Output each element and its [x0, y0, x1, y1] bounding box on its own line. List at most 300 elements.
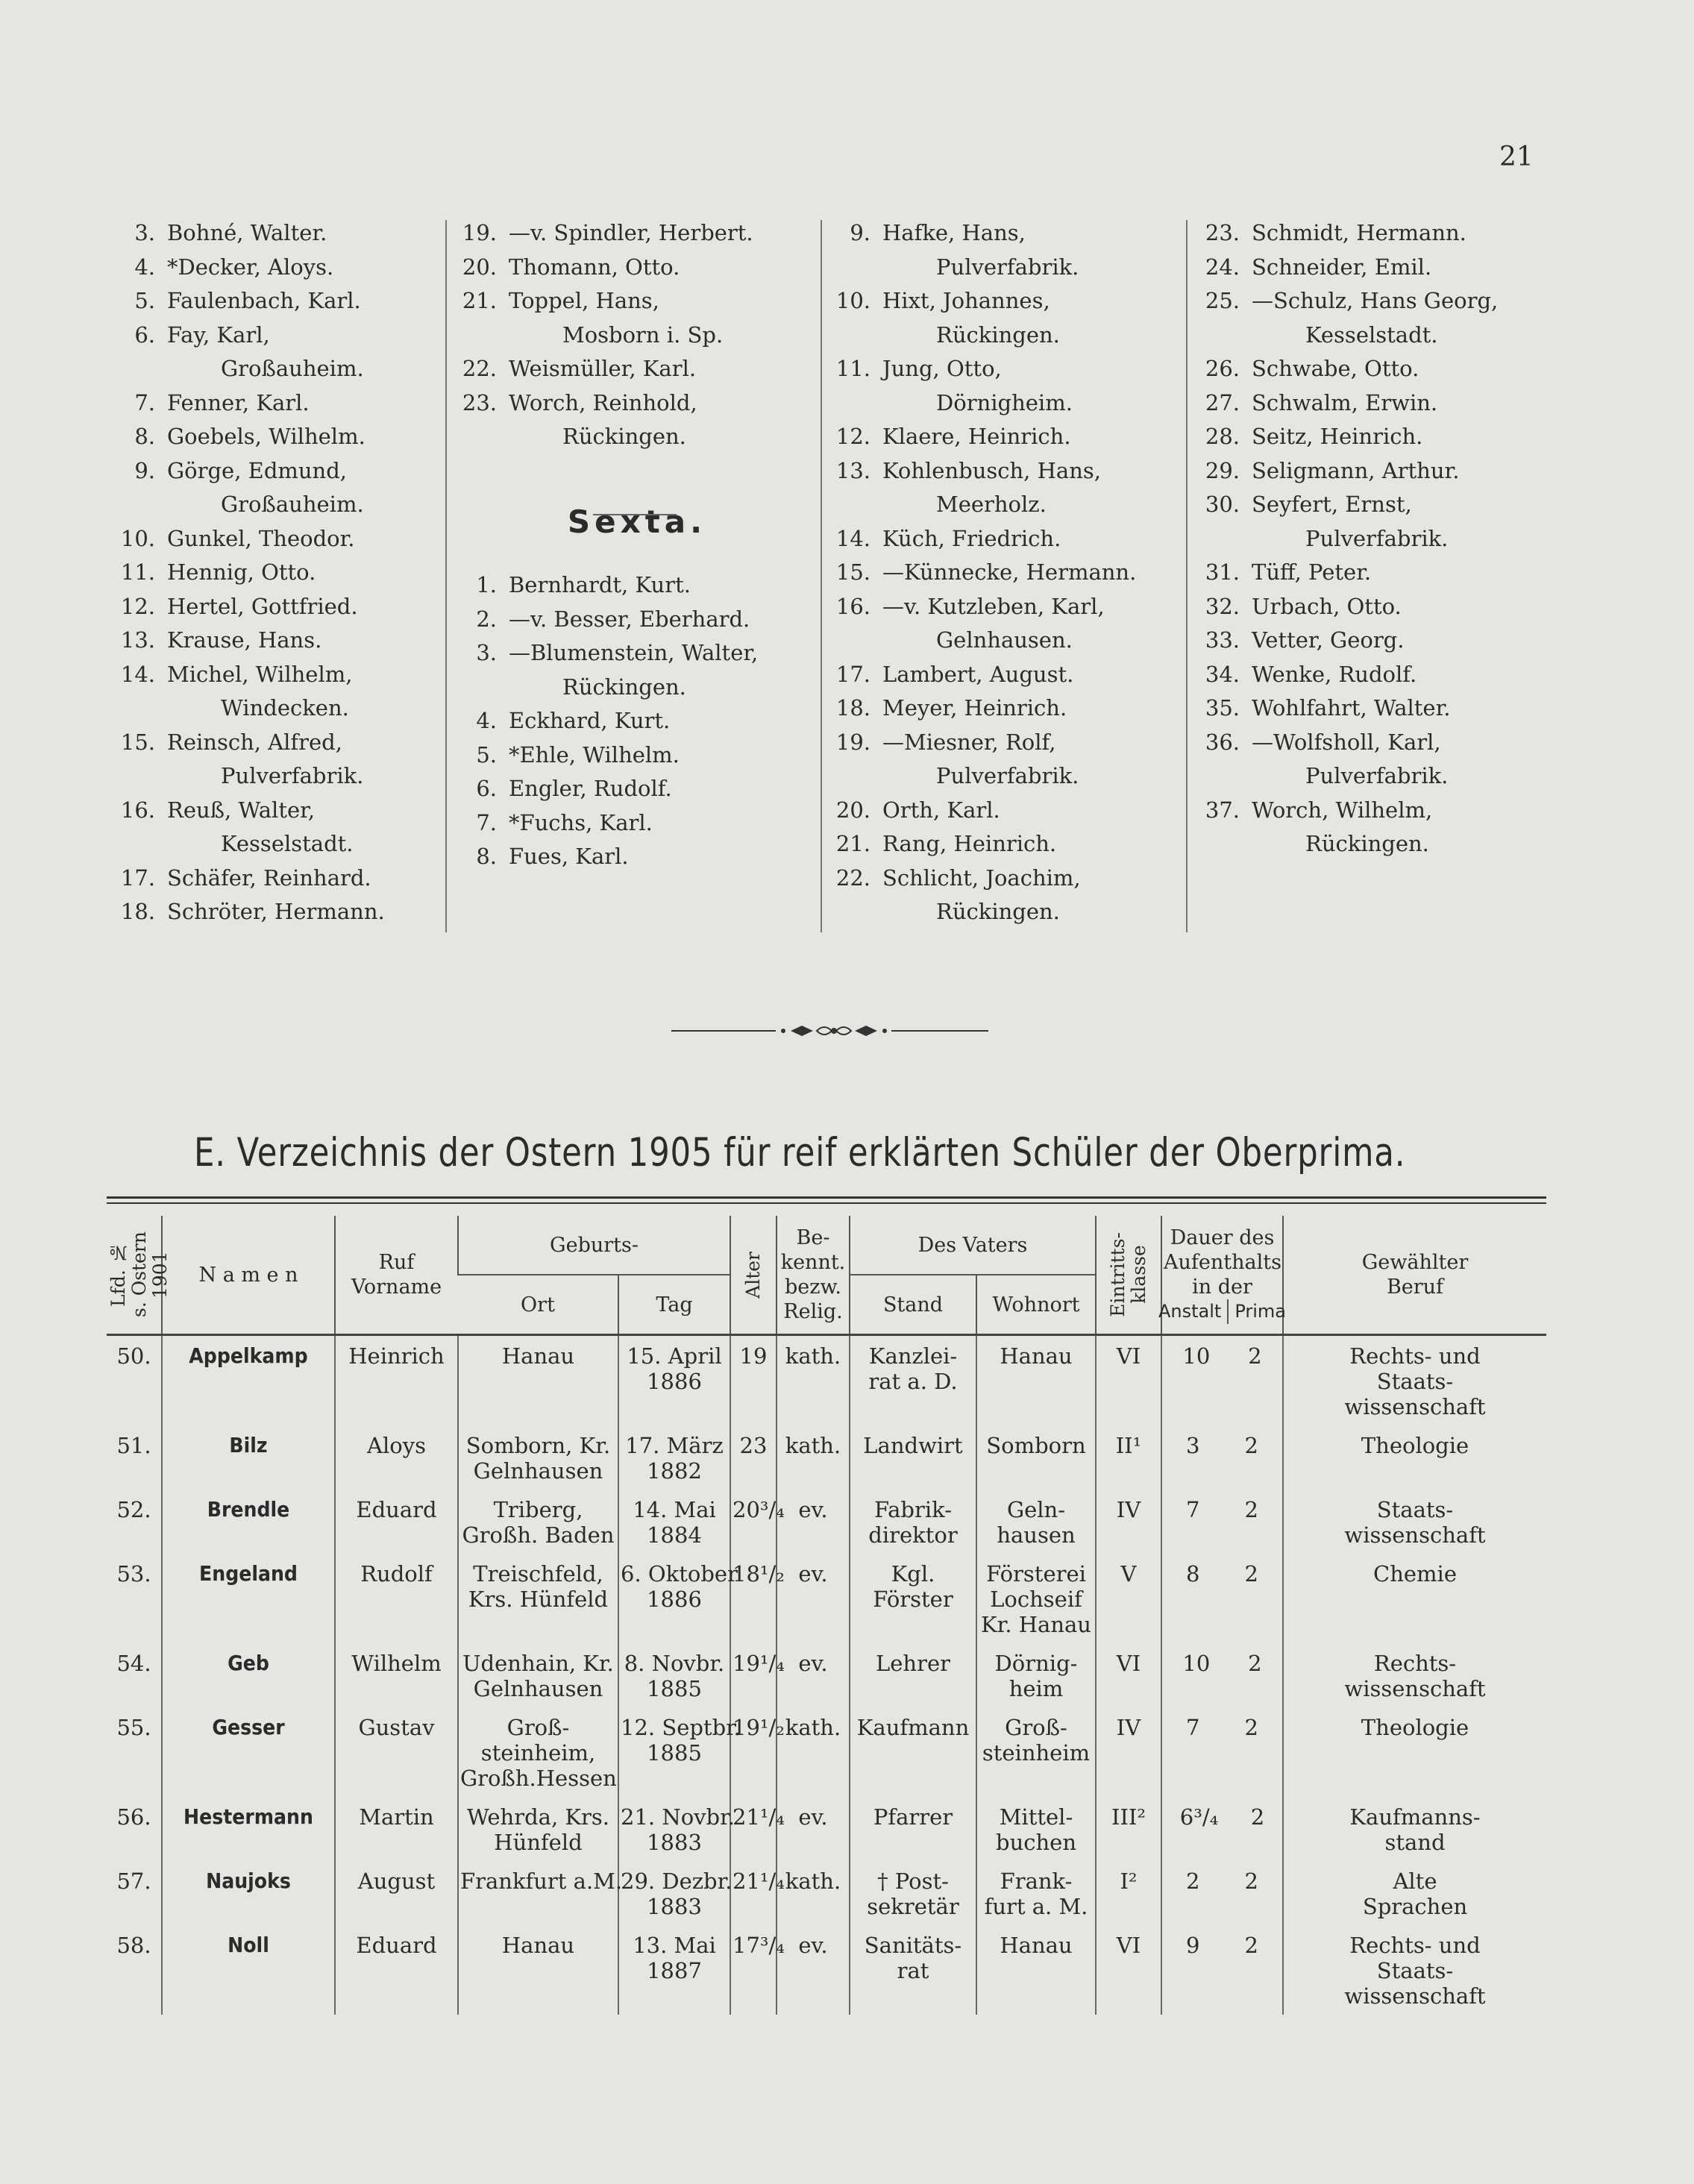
father-occupation [850, 1861, 976, 1925]
list-entry [109, 522, 385, 556]
birth-date [618, 1797, 735, 1861]
entry-number: 27. [1205, 389, 1240, 415]
first-name: Aloys [335, 1425, 458, 1490]
list-entry [451, 636, 794, 671]
father-occupation-line: Kanzlei- [868, 1343, 958, 1369]
entry-name: —v. Kutzleben, Karl, [882, 593, 1105, 619]
entry-name: —Schulz, Hans Georg, [1252, 288, 1499, 313]
entry-number: 32. [1205, 593, 1240, 619]
student-name: Engeland [171, 1554, 327, 1643]
header-wohnort: Wohnort [976, 1275, 1096, 1335]
father-residence-line: Frank- [1000, 1868, 1073, 1894]
header-beruf: Gewählter Beruf [1283, 1216, 1546, 1335]
years-anstalt: 7 [1186, 1497, 1200, 1522]
entry-number: 3. [134, 220, 155, 245]
first-name: Wilhelm [335, 1643, 458, 1707]
father-residence-line: furt a. M. [984, 1894, 1088, 1919]
entry-name: Faulenbach, Karl. [167, 288, 361, 313]
entry-place: Rückingen. [936, 899, 1060, 924]
entry-number: 12. [835, 424, 870, 449]
entry-class: VI [1096, 1925, 1161, 2015]
birth-place-line: Groß- [506, 1715, 570, 1740]
birth-date-line: 13. Mai [633, 1933, 716, 1958]
row-number: 53. [116, 1561, 151, 1587]
entry-name: Meyer, Heinrich. [882, 695, 1067, 721]
header-namen: N a m e n [162, 1216, 335, 1335]
list-entry [824, 827, 1136, 862]
chosen-profession-line: Rechts- und [1349, 1343, 1481, 1369]
entry-name: —v. Besser, Eberhard. [509, 606, 750, 632]
entry-place: Windecken. [221, 695, 349, 721]
father-residence-line: Lochseif [990, 1587, 1082, 1612]
father-residence-line: steinheim [982, 1740, 1091, 1766]
first-name: Martin [335, 1797, 458, 1861]
duration [1161, 1861, 1283, 1925]
years-anstalt: 7 [1186, 1715, 1200, 1740]
entry-name: Schwabe, Otto. [1252, 356, 1419, 381]
father-occupation [850, 1425, 976, 1490]
list-entry [824, 352, 1136, 386]
chosen-profession-line: Staats- [1376, 1958, 1454, 1983]
entry-number: 34. [1205, 661, 1240, 687]
entry-number: 16. [835, 593, 870, 619]
entry-number: 4. [134, 254, 155, 280]
entry-name: *Decker, Aloys. [167, 254, 334, 280]
father-occupation-line: sekretär [867, 1894, 959, 1919]
birth-date [618, 1554, 738, 1643]
entry-name: Hixt, Johannes, [882, 288, 1050, 313]
age: 17³/₄ [730, 1925, 777, 2015]
entry-number: 31. [1205, 559, 1240, 585]
entry-number: 6. [476, 776, 497, 801]
entry-number: 18. [120, 899, 155, 924]
father-occupation-line: Pfarrer [873, 1804, 953, 1830]
years-prima: 2 [1248, 1343, 1262, 1369]
sexta-heading: Sexta. [567, 503, 707, 540]
entry-name: Seligmann, Arthur. [1252, 457, 1460, 483]
header-rufname: Ruf Vorname [335, 1216, 458, 1335]
father-residence-line: Kr. Hanau [980, 1612, 1091, 1637]
birth-place [458, 1643, 618, 1707]
father-residence-line: hausen [997, 1522, 1076, 1548]
entry-number: 22. [462, 356, 497, 381]
header-geburts: Geburts- [458, 1216, 730, 1275]
birth-place-line: Wehrda, Krs. [466, 1804, 610, 1830]
entry-place: Rückingen. [562, 674, 686, 700]
father-occupation-line: Fabrik- [873, 1497, 952, 1522]
chosen-profession [1283, 1861, 1546, 1925]
entry-number: 36. [1205, 729, 1240, 755]
entry-number: 25. [1205, 288, 1240, 313]
birth-date [618, 1425, 730, 1490]
chosen-profession-line: wissenschaft [1344, 1983, 1486, 2009]
entry-name: Schneider, Emil. [1252, 254, 1432, 280]
list-column-2 [451, 216, 794, 874]
chosen-profession-line: Theologie [1361, 1715, 1469, 1740]
entry-number: 7. [134, 389, 155, 415]
entry-number: 30. [1205, 492, 1240, 517]
row-number: 58. [116, 1933, 151, 1958]
father-occupation [850, 1925, 976, 2015]
birth-place-line: Großh.Hessen [460, 1766, 617, 1791]
entry-number: 11. [835, 356, 870, 381]
chosen-profession-line: Chemie [1373, 1561, 1457, 1587]
entry-name: Tüff, Peter. [1252, 559, 1372, 585]
entry-name: Fues, Karl. [509, 844, 629, 869]
religion: ev. [777, 1490, 850, 1554]
birth-place-line: steinheim, [480, 1740, 596, 1766]
list-entry [824, 862, 1136, 896]
first-name: Heinrich [335, 1335, 458, 1426]
table-row [107, 1707, 1546, 1797]
birth-date [618, 1707, 741, 1797]
entry-name: Seyfert, Ernst, [1252, 492, 1412, 517]
entry-name: Krause, Hans. [167, 627, 322, 653]
list-entry [451, 772, 794, 806]
birth-date-line: 1887 [647, 1958, 702, 1983]
list-entry [1193, 590, 1498, 624]
entry-name: Rang, Heinrich. [882, 831, 1057, 856]
chosen-profession [1283, 1425, 1546, 1490]
entry-place: Rückingen. [936, 321, 1060, 348]
age: 23 [730, 1425, 777, 1490]
years-prima: 2 [1244, 1933, 1258, 1958]
years-prima: 2 [1244, 1868, 1258, 1894]
entry-number: 8. [134, 424, 155, 449]
entry-name: Kohlenbusch, Hans, [882, 457, 1101, 483]
birth-place [458, 1335, 618, 1426]
list-entry [1193, 726, 1498, 760]
years-anstalt: 3 [1186, 1433, 1200, 1458]
list-entry [451, 386, 794, 421]
chosen-profession [1283, 1797, 1546, 1861]
entry-name: Goebels, Wilhelm. [167, 424, 366, 449]
entry-number: 15. [120, 729, 155, 755]
birth-date-line: 6. Oktober [621, 1561, 738, 1587]
first-name: August [335, 1861, 458, 1925]
list-entry [1193, 658, 1498, 692]
list-column-1 [109, 216, 385, 929]
entry-number: 15. [835, 559, 870, 585]
duration [1161, 1643, 1283, 1707]
entry-class: IV [1096, 1490, 1161, 1554]
birth-date-line: 1886 [647, 1369, 702, 1394]
duration [1161, 1797, 1283, 1861]
birth-date-line: 17. März [625, 1433, 724, 1458]
entry-name: Reuß, Walter, [167, 797, 316, 823]
birth-place [458, 1554, 618, 1643]
birth-date [618, 1925, 730, 2015]
entry-place: Pulverfabrik. [221, 763, 364, 788]
ornament-divider [671, 1022, 988, 1040]
table-row [107, 1643, 1546, 1707]
list-entry [824, 284, 1136, 318]
entry-name: —v. Spindler, Herbert. [509, 220, 753, 245]
entry-name: Küch, Friedrich. [882, 525, 1061, 551]
list-entry [1193, 352, 1498, 386]
student-name: Brendle [171, 1490, 327, 1554]
entry-number: 2. [476, 606, 497, 632]
header-religion: Be- kennt. bezw. Relig. [777, 1216, 850, 1335]
age: 19¹/₄ [730, 1643, 777, 1707]
birth-place [458, 1425, 618, 1490]
entry-number: 13. [120, 627, 155, 653]
list-entry [109, 454, 385, 489]
list-entry [1193, 216, 1498, 251]
father-residence-line: heim [1008, 1676, 1064, 1701]
years-anstalt: 10 [1182, 1343, 1211, 1369]
entry-name: Hennig, Otto. [167, 559, 316, 585]
first-name: Rudolf [335, 1554, 458, 1643]
father-occupation-line: Förster [873, 1587, 953, 1612]
list-entry [824, 216, 1136, 251]
religion: kath. [777, 1425, 850, 1490]
first-name: Eduard [335, 1925, 458, 2015]
table-row [107, 1797, 1546, 1861]
entry-name: Michel, Wilhelm, [167, 661, 353, 687]
entry-name: Vetter, Georg. [1252, 627, 1405, 653]
age: 19 [730, 1335, 777, 1426]
entry-place: Großauheim. [221, 492, 364, 517]
entry-number: 20. [462, 254, 497, 280]
chosen-profession-line: Staats- [1376, 1369, 1454, 1394]
birth-place-line: Somborn, Kr. [465, 1433, 611, 1458]
years-prima: 2 [1244, 1497, 1258, 1522]
birth-place [458, 1490, 618, 1554]
list-entry [109, 284, 385, 318]
entry-number: 23. [462, 389, 497, 415]
column-divider [445, 220, 447, 932]
entry-place: Kesselstadt. [221, 831, 354, 856]
header-dauer: Dauer des Aufenthalts in der Anstalt Prima [1161, 1216, 1283, 1335]
table-row [107, 1554, 1546, 1643]
entry-name: Thomann, Otto. [509, 254, 680, 280]
chosen-profession-line: Staats- [1376, 1497, 1454, 1522]
entry-name: Wohlfahrt, Walter. [1252, 695, 1451, 721]
list-entry [1193, 386, 1498, 421]
entry-name: —Wolfsholl, Karl, [1252, 729, 1441, 755]
entry-name: Schlicht, Joachim, [882, 865, 1081, 891]
birth-place-line: Triberg, [493, 1497, 583, 1522]
entry-name: Fay, Karl, [167, 321, 270, 348]
years-prima: 2 [1244, 1561, 1258, 1587]
header-vater: Des Vaters [850, 1216, 1096, 1275]
entry-class: II¹ [1096, 1425, 1161, 1490]
birth-date [618, 1861, 733, 1925]
religion: ev. [777, 1925, 850, 2015]
entry-class: VI [1096, 1643, 1161, 1707]
age: 21¹/₄ [730, 1861, 777, 1925]
column-divider [821, 220, 822, 932]
short-rule [593, 514, 677, 515]
entry-place: Dörnigheim. [936, 389, 1073, 415]
list-entry [451, 568, 794, 603]
list-entry [109, 216, 385, 251]
entry-number: 19. [462, 220, 497, 245]
entry-number: 6. [134, 321, 155, 348]
father-residence [976, 1797, 1096, 1861]
father-occupation [850, 1490, 976, 1554]
years-prima: 2 [1244, 1715, 1258, 1740]
father-occupation-line: Kgl. [891, 1561, 935, 1587]
father-residence [976, 1490, 1096, 1554]
birth-place [458, 1861, 623, 1925]
student-name: Hestermann [171, 1797, 327, 1861]
father-residence-line: Somborn [986, 1433, 1086, 1458]
entry-number: 37. [1205, 797, 1240, 823]
father-residence [976, 1861, 1096, 1925]
father-occupation-line: Lehrer [876, 1651, 950, 1676]
header-prima: Prima [1227, 1299, 1292, 1324]
table-row [107, 1925, 1546, 2015]
entry-class: IV [1096, 1707, 1161, 1797]
list-entry [1193, 794, 1498, 828]
father-residence [976, 1425, 1096, 1490]
list-entry [1193, 556, 1498, 590]
list-entry [109, 556, 385, 590]
entry-number: 9. [850, 220, 870, 245]
student-name: Naujoks [171, 1861, 327, 1925]
religion: kath. [777, 1861, 850, 1925]
list-entry [1193, 251, 1498, 285]
entry-name: Seitz, Heinrich. [1252, 424, 1423, 449]
birth-date [618, 1335, 730, 1426]
father-occupation-line: Landwirt [863, 1433, 963, 1458]
entry-class: VI [1096, 1335, 1161, 1426]
father-occupation [850, 1643, 976, 1707]
list-entry [109, 658, 385, 692]
duration [1161, 1707, 1283, 1797]
list-column-3 [824, 216, 1136, 929]
entry-name: Hertel, Gottfried. [167, 593, 358, 619]
entry-number: 18. [835, 695, 870, 721]
entry-number: 9. [134, 457, 155, 483]
birth-place [458, 1707, 618, 1797]
religion: kath. [777, 1335, 850, 1426]
entry-number: 24. [1205, 254, 1240, 280]
row-number: 56. [116, 1804, 151, 1830]
entry-number: 4. [476, 708, 497, 733]
age: 19¹/₂ [730, 1707, 777, 1797]
title-rule [107, 1196, 1546, 1199]
student-name: Appelkamp [171, 1335, 327, 1426]
entry-place: Pulverfabrik. [1305, 763, 1449, 788]
entry-name: Eckhard, Kurt. [509, 708, 671, 733]
entry-place: Kesselstadt. [1305, 321, 1438, 348]
list-entry [451, 251, 794, 285]
chosen-profession-line: wissenschaft [1344, 1522, 1486, 1548]
birth-place-line: Hanau [501, 1933, 575, 1958]
entry-number: 28. [1205, 424, 1240, 449]
table-row [107, 1490, 1546, 1554]
father-residence [976, 1925, 1096, 2015]
father-residence-line: Geln- [1006, 1497, 1066, 1522]
birth-date [618, 1490, 730, 1554]
entry-place: Rückingen. [1305, 831, 1429, 856]
entry-number: 3. [476, 640, 497, 665]
birth-place-line: Großh. Baden [462, 1522, 615, 1548]
entry-class: I² [1096, 1861, 1161, 1925]
birth-date-line: 1883 [647, 1894, 702, 1919]
birth-place [458, 1925, 618, 2015]
religion: kath. [777, 1707, 850, 1797]
entry-place: Pulverfabrik. [936, 763, 1079, 788]
entry-name: Toppel, Hans, [509, 288, 659, 313]
student-name: Gesser [171, 1707, 327, 1797]
header-anstalt: Anstalt [1158, 1301, 1222, 1322]
birth-place-line: Udenhain, Kr. [462, 1651, 614, 1676]
entry-name: Gunkel, Theodor. [167, 525, 355, 551]
birth-date-line: 1885 [647, 1676, 702, 1701]
birth-date-line: 8. Novbr. [624, 1651, 725, 1676]
list-entry [824, 794, 1136, 828]
entry-name: —Miesner, Rolf, [882, 729, 1056, 755]
birth-date-line: 1885 [647, 1740, 702, 1766]
list-entry [1193, 420, 1498, 454]
birth-place [458, 1797, 618, 1861]
header-alter: Alter [730, 1216, 777, 1335]
entry-name: Lambert, August. [882, 661, 1074, 687]
father-residence [976, 1643, 1096, 1707]
years-anstalt: 2 [1186, 1868, 1200, 1894]
entry-number: 21. [835, 831, 870, 856]
chosen-profession-line: Kaufmanns- [1349, 1804, 1481, 1830]
chosen-profession-line: Rechts- und [1349, 1933, 1481, 1958]
entry-number: 7. [476, 809, 497, 835]
birth-place-line: Treischfeld, [473, 1561, 603, 1587]
duration [1161, 1425, 1283, 1490]
father-occupation-line: rat [897, 1958, 929, 1983]
list-entry [1193, 284, 1498, 318]
birth-place-line: Frankfurt a.M. [460, 1868, 623, 1894]
birth-date-line: 12. Septbr. [621, 1715, 741, 1740]
birth-date-line: 21. Novbr. [621, 1804, 735, 1830]
page-number: 21 [1499, 142, 1534, 172]
list-entry [1193, 624, 1498, 658]
first-name: Eduard [335, 1490, 458, 1554]
duration [1161, 1925, 1283, 2015]
entry-name: Klaere, Heinrich. [882, 424, 1071, 449]
list-entry [824, 556, 1136, 590]
entry-name: Weismüller, Karl. [509, 356, 697, 381]
chosen-profession-line: Theologie [1361, 1433, 1469, 1458]
entry-name: Urbach, Otto. [1252, 593, 1402, 619]
entry-number: 8. [476, 844, 497, 869]
entry-number: 13. [835, 457, 870, 483]
graduates-table [107, 1216, 1546, 2015]
entry-place: Rückingen. [562, 424, 686, 449]
entry-number: 21. [462, 288, 497, 313]
father-residence [976, 1335, 1096, 1426]
entry-name: —Künnecke, Hermann. [882, 559, 1137, 585]
list-entry [824, 454, 1136, 489]
header-eintrittsklasse: Eintritts- klasse [1096, 1216, 1161, 1335]
father-residence-line: Dörnig- [994, 1651, 1078, 1676]
entry-number: 35. [1205, 695, 1240, 721]
birth-date-line: 15. April [627, 1343, 722, 1369]
table-row [107, 1335, 1546, 1426]
religion: ev. [777, 1797, 850, 1861]
entry-number: 1. [476, 572, 497, 597]
entry-number: 5. [476, 741, 497, 768]
entry-class: III² [1096, 1797, 1161, 1861]
list-entry [109, 624, 385, 658]
list-entry [1193, 488, 1498, 522]
years-prima: 2 [1248, 1651, 1262, 1676]
duration [1161, 1554, 1283, 1643]
list-entry [824, 726, 1136, 760]
list-entry [824, 658, 1136, 692]
